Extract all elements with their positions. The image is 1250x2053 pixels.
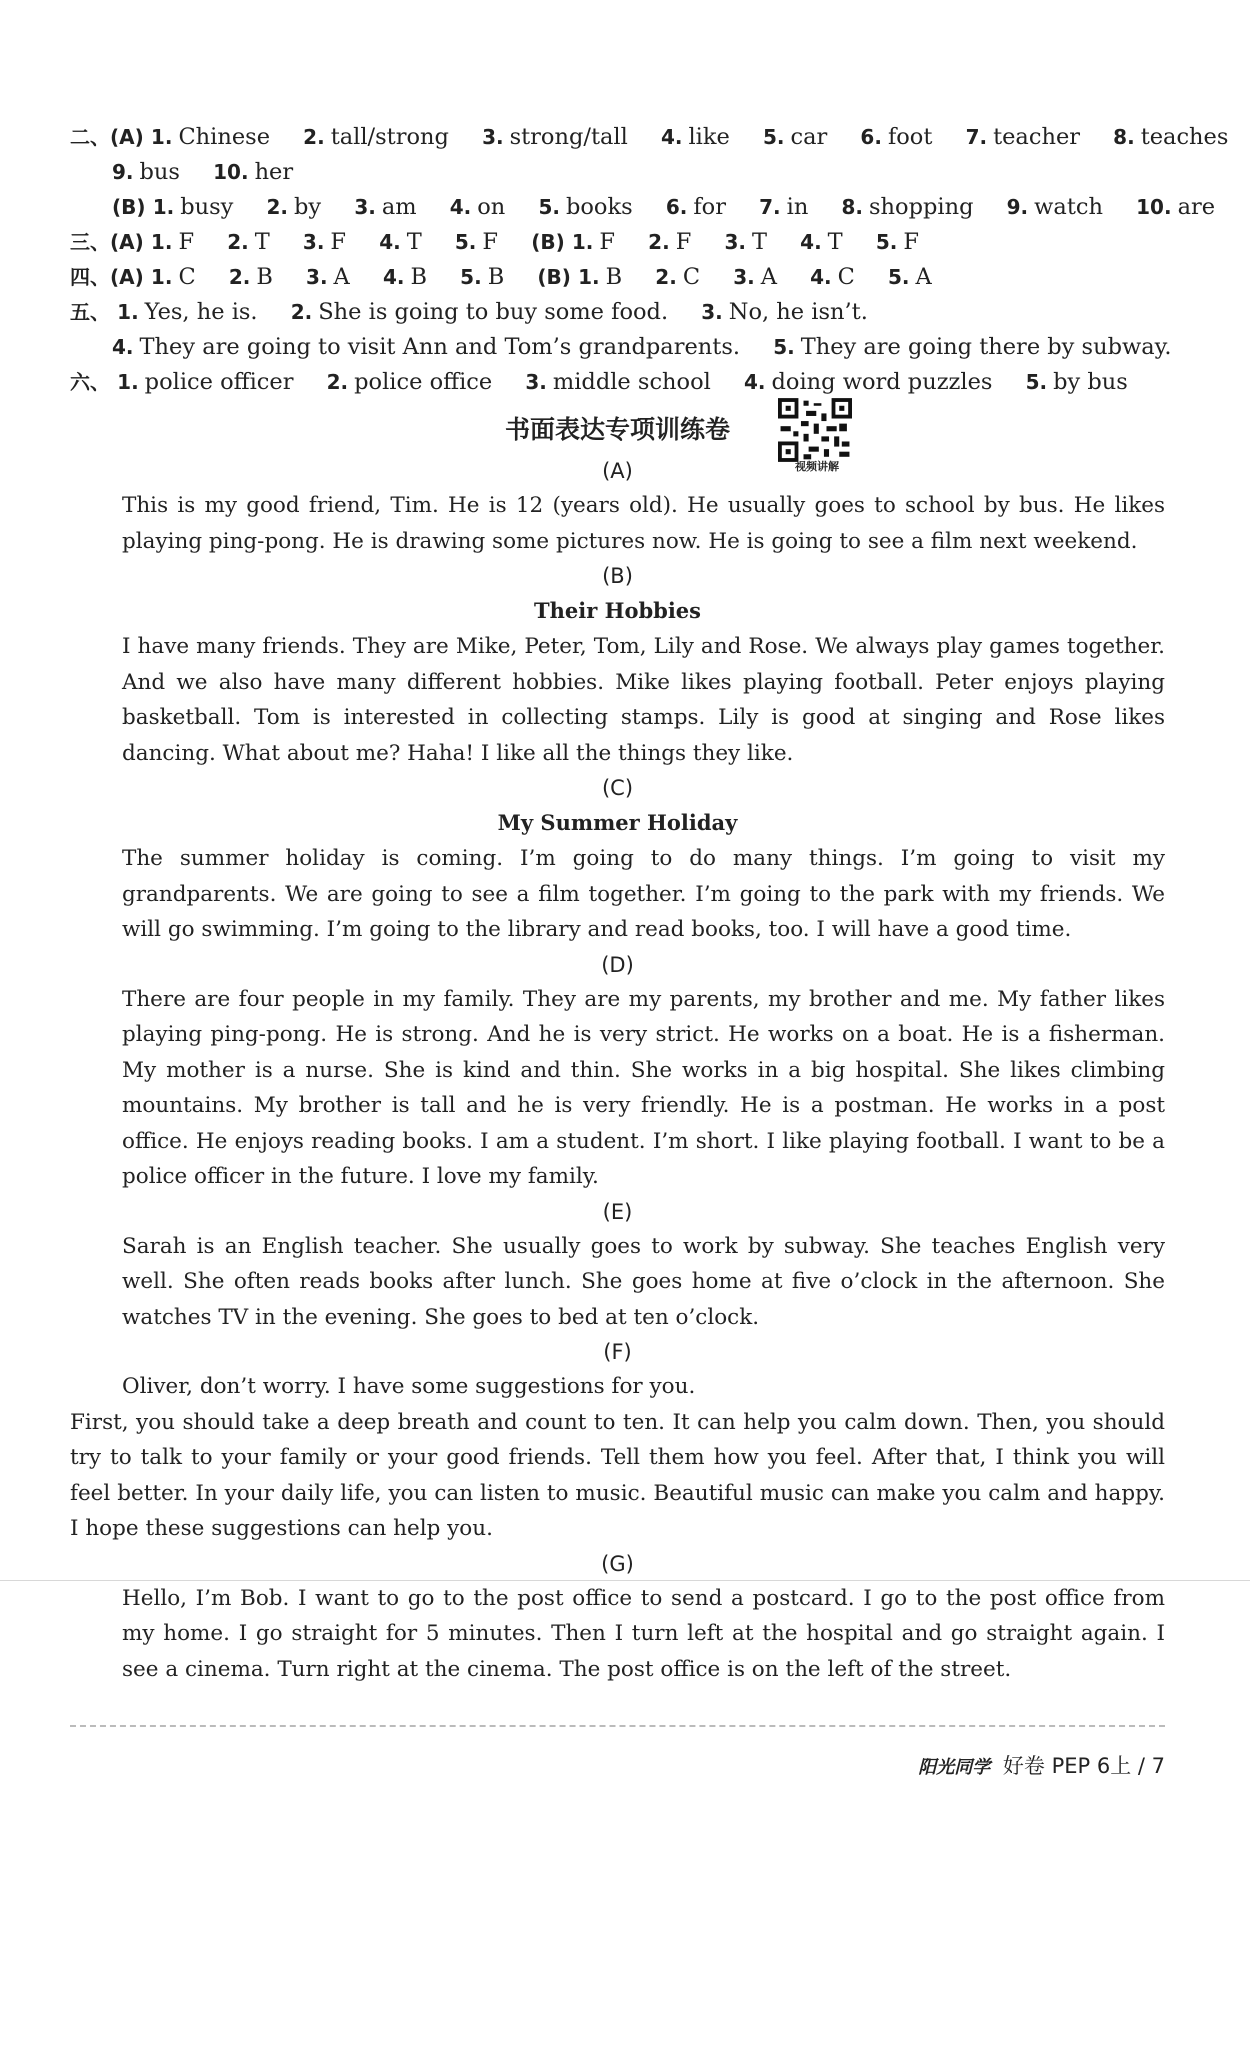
item-number: 3. xyxy=(354,195,376,219)
item-number: 1. xyxy=(571,230,594,254)
answer-item: No, he isn’t. xyxy=(728,299,868,325)
item-number: 1. xyxy=(150,125,173,149)
item-number: 3. xyxy=(525,370,547,394)
essay-a xyxy=(70,488,1165,559)
item-number: 4. xyxy=(800,230,822,254)
section-label: 三、(A) xyxy=(70,230,144,254)
answer-row-2a-cont xyxy=(70,155,1165,190)
essay-paragraph: I have many friends. They are Mike, Peter, Tom, Lily and Rose. We always play games together. And we also have many different hobbies. Mike likes playing football. Peter enjoys playing basketball. Tom is interested in collecting stamps. Lily is good at singing and Rose likes dancing. What about me? Haha! I like all the things they like. xyxy=(122,634,1165,766)
footer-text: 好卷 PEP 6上 / 7 xyxy=(1002,1754,1165,1778)
essay-paragraph: The summer holiday is coming. I’m going to do many things. I’m going to visit my grandparents. We are going to see a film together. I’m going to the park with my friends. We will go swimming. I’m going to the library and read books, too. I will have a good time. xyxy=(122,846,1165,942)
section-label: (B) xyxy=(537,265,571,289)
item-number: 8. xyxy=(1113,125,1135,149)
section-label: (B) xyxy=(531,230,565,254)
section-label: (E) xyxy=(602,1199,633,1224)
answer-item: teaches xyxy=(1140,124,1229,150)
item-number: 5. xyxy=(773,335,795,359)
answer-item: bus xyxy=(139,159,180,185)
page-footer xyxy=(918,1750,1165,1780)
answer-item: by bus xyxy=(1053,369,1128,395)
item-number: 8. xyxy=(841,195,863,219)
answer-item: books xyxy=(565,194,633,220)
answer-item: am xyxy=(381,194,417,220)
item-number: 5. xyxy=(888,265,910,289)
essay-paragraph: There are four people in my family. They are my parents, my brother and me. My father likes playing ping-pong. He is strong. And he is very strict. He works on a boat. He is a fisherman. My mother is a nurse. She is kind and thin. She works in a big hospital. She likes climbing mountains. My brother is tall and he is very friendly. He is a postman. He works in a post office. He enjoys reading books. I am a student. I’m short. I like playing football. I want to be a police officer in the future. I love my family. xyxy=(122,986,1165,1189)
essay-e xyxy=(70,1229,1165,1336)
answer-item: F xyxy=(903,229,919,255)
item-number: 1. xyxy=(152,195,175,219)
answer-item: T xyxy=(827,229,843,255)
item-number: 2. xyxy=(266,195,289,219)
answer-item: T xyxy=(254,229,270,255)
item-number: 5. xyxy=(1025,370,1048,394)
answer-item: B xyxy=(256,264,273,290)
answer-item: middle school xyxy=(552,369,711,395)
essay-paragraph: Sarah is an English teacher. She usually goes to work by subway. She teaches English very well. She often reads books after lunch. She goes home at five o’clock in the afternoon. She watches TV in the evening. She goes to bed at ten o’clock. xyxy=(122,1233,1165,1330)
answer-item: by xyxy=(294,194,322,220)
answer-item: A xyxy=(333,264,350,290)
essay-paragraph: This is my good friend, Tim. He is 12 (years old). He usually goes to school by bus. He likes playing ping-pong. He is drawing some pictures now. He is going to see a film next weekend. xyxy=(122,493,1165,554)
answer-item: F xyxy=(482,229,499,255)
item-number: 5. xyxy=(875,230,898,254)
answer-item: T xyxy=(751,229,767,255)
answer-item: F xyxy=(675,229,692,255)
answer-item: doing word puzzles xyxy=(771,369,993,395)
answer-item: She is going to buy some food. xyxy=(318,299,669,325)
answer-page xyxy=(70,120,1229,1687)
answer-row-5-cont xyxy=(70,330,1172,365)
item-number: 2. xyxy=(303,125,325,149)
answer-item: A xyxy=(915,264,932,290)
answer-item: C xyxy=(682,264,701,290)
item-number: 6. xyxy=(665,195,688,219)
answer-item: T xyxy=(406,229,422,255)
answer-item: her xyxy=(254,159,294,185)
item-number: 1. xyxy=(150,230,173,254)
answer-item: are xyxy=(1177,194,1216,220)
answer-item: shopping xyxy=(869,194,974,220)
essay-f xyxy=(70,1369,1165,1547)
item-number: 9. xyxy=(112,160,134,184)
qr-caption: 视频讲解 xyxy=(795,460,839,473)
item-number: 7. xyxy=(965,125,988,149)
section-label: (D) xyxy=(601,952,634,977)
answer-row-3 xyxy=(70,225,1165,260)
item-number: 4. xyxy=(379,230,401,254)
item-number: 5. xyxy=(454,230,477,254)
essay-b xyxy=(70,629,1165,771)
item-number: 9. xyxy=(1006,195,1029,219)
answer-item: F xyxy=(599,229,616,255)
answer-item: B xyxy=(605,264,623,290)
answer-item: C xyxy=(837,264,855,290)
answer-item: strong/tall xyxy=(509,124,628,150)
item-number: 1. xyxy=(150,265,173,289)
answer-item: watch xyxy=(1034,194,1103,220)
item-number: 4. xyxy=(743,370,766,394)
bottom-divider xyxy=(70,1725,1165,1727)
section-label: (C) xyxy=(601,776,634,800)
answer-item: Chinese xyxy=(178,124,271,150)
item-number: 5. xyxy=(460,265,482,289)
answer-row-2a xyxy=(70,120,1229,155)
answer-item: teacher xyxy=(993,124,1081,150)
section-label: (G) xyxy=(601,1551,634,1576)
answer-item: police office xyxy=(354,369,493,395)
section-label: (B) xyxy=(112,195,146,219)
item-number: 10. xyxy=(213,160,249,184)
item-number: 3. xyxy=(701,300,723,324)
essay-d xyxy=(70,982,1165,1195)
section-label: (B) xyxy=(602,564,633,588)
item-number: 2. xyxy=(326,370,349,394)
answer-item: tall/strong xyxy=(330,124,449,150)
answer-item: B xyxy=(410,264,428,290)
essay-paragraph: Hello, I’m Bob. I want to go to the post office to send a postcard. I go to the post office from my home. I go straight for 5 minutes. Then I turn left at the hospital and go straight again. I see a cinema. Turn right at the cinema. The post office is on the left of the street. xyxy=(122,1585,1165,1682)
answer-item: on xyxy=(477,194,506,220)
answer-item: foot xyxy=(887,124,933,150)
answer-item: police officer xyxy=(144,369,294,395)
answer-item: F xyxy=(330,229,347,255)
answer-row-6 xyxy=(70,365,1165,400)
essay-c xyxy=(70,841,1165,948)
item-number: 2. xyxy=(290,300,313,324)
qr-code-icon[interactable] xyxy=(778,398,852,462)
essay-paragraph: Oliver, don’t worry. I have some suggestions for you. xyxy=(122,1374,696,1399)
essay-paragraph: First, you should take a deep breath and count to ten. It can help you calm down. Then, you should try to talk to your family or your good friends. Tell them how you feel. After that, I think you will feel better. In your daily life, you can listen to music. Beautiful music can make you calm and happy. I hope these suggestions can help you. xyxy=(70,1409,1165,1541)
brand-logo: 阳光同学 xyxy=(918,1757,991,1778)
item-number: 3. xyxy=(733,265,755,289)
answer-item: They are going there by subway. xyxy=(800,334,1172,360)
answer-row-5 xyxy=(70,295,1165,330)
answer-item: They are going to visit Ann and Tom’s grandparents. xyxy=(139,334,741,360)
item-number: 4. xyxy=(810,265,832,289)
answer-row-2b xyxy=(70,190,1216,225)
item-number: 5. xyxy=(538,195,560,219)
section-label: (A) xyxy=(602,459,633,483)
writing-practice-heading xyxy=(70,406,1165,473)
item-number: 3. xyxy=(482,125,504,149)
item-number: 1. xyxy=(117,300,139,324)
section-label: (F) xyxy=(603,1340,632,1364)
answer-item: for xyxy=(693,194,726,220)
section-label: 五、 xyxy=(70,300,110,324)
item-number: 4. xyxy=(660,125,683,149)
answer-item: busy xyxy=(180,194,234,220)
answer-item: B xyxy=(487,264,505,290)
section-label: 四、(A) xyxy=(70,265,144,289)
section-label: 六、 xyxy=(70,370,110,394)
item-number: 6. xyxy=(860,125,882,149)
page-title: 书面表达专项训练卷 xyxy=(504,415,730,444)
item-number: 1. xyxy=(117,370,139,394)
answer-item: like xyxy=(688,124,730,150)
section-label: 二、(A) xyxy=(70,125,144,149)
item-number: 4. xyxy=(449,195,472,219)
essay-title: My Summer Holiday xyxy=(497,810,738,835)
essay-title: Their Hobbies xyxy=(534,598,701,623)
item-number: 3. xyxy=(302,230,325,254)
item-number: 3. xyxy=(724,230,746,254)
answer-row-4 xyxy=(70,260,1165,295)
item-number: 7. xyxy=(759,195,781,219)
answer-item: A xyxy=(760,264,777,290)
item-number: 5. xyxy=(762,125,785,149)
answer-item: in xyxy=(786,194,809,220)
item-number: 2. xyxy=(227,230,249,254)
item-number: 10. xyxy=(1136,195,1172,219)
essay-g xyxy=(70,1581,1165,1688)
item-number: 4. xyxy=(112,335,134,359)
item-number: 2. xyxy=(228,265,251,289)
item-number: 1. xyxy=(578,265,600,289)
item-number: 2. xyxy=(655,265,677,289)
item-number: 4. xyxy=(382,265,405,289)
item-number: 2. xyxy=(648,230,670,254)
answer-item: C xyxy=(178,264,196,290)
item-number: 3. xyxy=(306,265,328,289)
answer-item: F xyxy=(178,229,195,255)
answer-item: Yes, he is. xyxy=(144,299,258,325)
answer-item: car xyxy=(790,124,828,150)
